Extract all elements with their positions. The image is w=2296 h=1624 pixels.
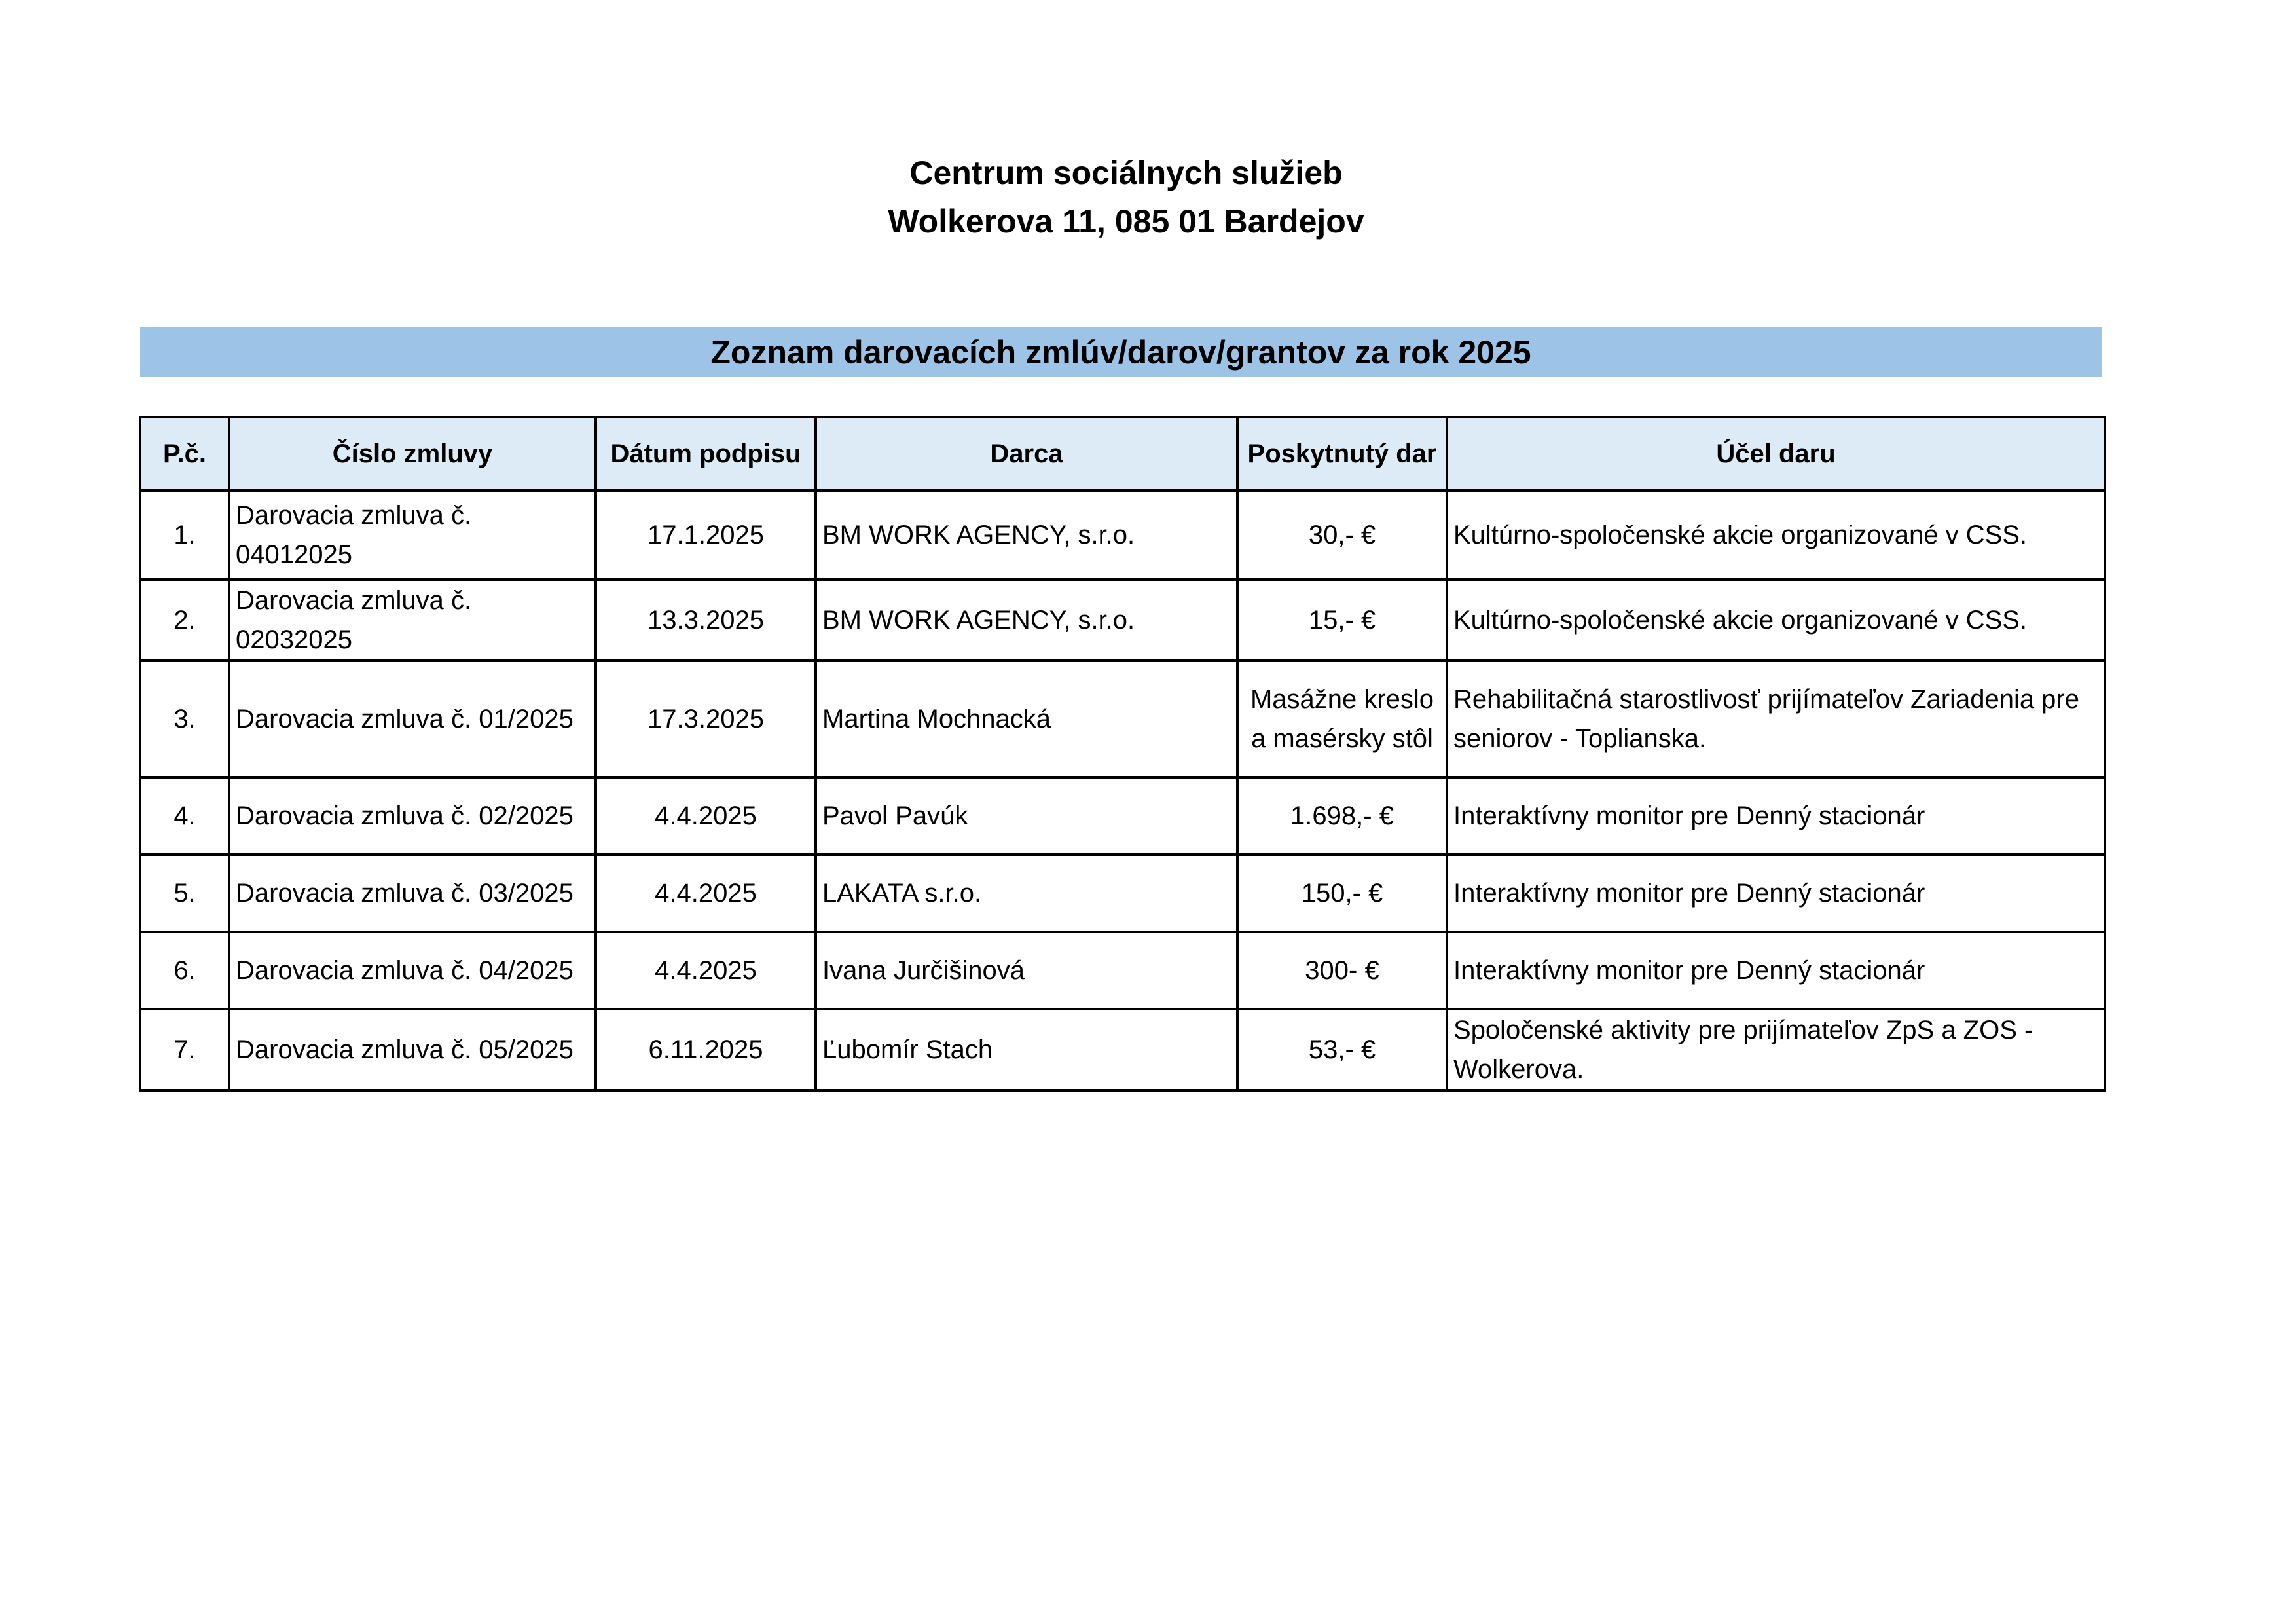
gift-purpose: Interaktívny monitor pre Denný stacionár [1447,932,2105,1009]
column-header-gift: Poskytnutý dar [1237,417,1447,490]
organization-address: Wolkerova 11, 085 01 Bardejov [888,203,1364,240]
row-number: 7. [140,1009,229,1090]
gift: 150,- € [1237,855,1447,932]
column-header-date: Dátum podpisu [596,417,816,490]
gift: 53,- € [1237,1009,1447,1090]
signing-date: 4.4.2025 [596,855,816,932]
table-row [140,580,2105,661]
gift-purpose: Interaktívny monitor pre Denný stacionár [1447,855,2105,932]
table-row [140,490,2105,580]
table-row [140,932,2105,1009]
signing-date: 13.3.2025 [596,580,816,661]
signing-date: 17.3.2025 [596,661,816,777]
table-row [140,661,2105,777]
donor: Ľubomír Stach [816,1009,1237,1090]
table-row [140,855,2105,932]
contract-number: Darovacia zmluva č. 01/2025 [229,661,596,777]
column-header-contract: Číslo zmluvy [229,417,596,490]
row-number: 4. [140,777,229,855]
column-header-donor: Darca [816,417,1237,490]
table-row [140,1009,2105,1090]
gift-purpose: Kultúrno-spoločenské akcie organizované v CSS. [1447,490,2105,580]
donor: BM WORK AGENCY, s.r.o. [816,580,1237,661]
gift: 30,- € [1237,490,1447,580]
gift-purpose: Rehabilitačná starostlivosť prijímateľov Zariadenia pre seniorov - Toplianska. [1447,661,2105,777]
contract-number: Darovacia zmluva č. 05/2025 [229,1009,596,1090]
gift-purpose: Spoločenské aktivity pre prijímateľov ZpS a ZOS - Wolkerova. [1447,1009,2105,1090]
signing-date: 4.4.2025 [596,932,816,1009]
table-row [140,777,2105,855]
signing-date: 6.11.2025 [596,1009,816,1090]
row-number: 2. [140,580,229,661]
column-header-purpose: Účel daru [1447,417,2105,490]
contract-number: Darovacia zmluva č. 02/2025 [229,777,596,855]
gift: Masážne kreslo a masérsky stôl [1237,661,1447,777]
gift: 300- € [1237,932,1447,1009]
contract-number: Darovacia zmluva č. 02032025 [229,580,596,661]
row-number: 3. [140,661,229,777]
gift-purpose: Interaktívny monitor pre Denný stacionár [1447,777,2105,855]
row-number: 5. [140,855,229,932]
table-header-row [140,417,2105,490]
gift: 1.698,- € [1237,777,1447,855]
contract-number: Darovacia zmluva č. 04012025 [229,490,596,580]
contract-number: Darovacia zmluva č. 04/2025 [229,932,596,1009]
row-number: 6. [140,932,229,1009]
donor: Ivana Jurčišinová [816,932,1237,1009]
signing-date: 17.1.2025 [596,490,816,580]
gift-purpose: Kultúrno-spoločenské akcie organizované v CSS. [1447,580,2105,661]
donor: BM WORK AGENCY, s.r.o. [816,490,1237,580]
signing-date: 4.4.2025 [596,777,816,855]
list-title-band [140,327,2102,377]
column-header-number: P.č. [140,417,229,490]
donor: Pavol Pavúk [816,777,1237,855]
row-number: 1. [140,490,229,580]
list-title: Zoznam darovacích zmlúv/darov/grantov za rok 2025 [710,334,1531,371]
gift: 15,- € [1237,580,1447,661]
donor: LAKATA s.r.o. [816,855,1237,932]
organization-name: Centrum sociálnych služieb [909,155,1343,191]
donor: Martina Mochnacká [816,661,1237,777]
contract-number: Darovacia zmluva č. 03/2025 [229,855,596,932]
donations-table [139,416,2106,1092]
